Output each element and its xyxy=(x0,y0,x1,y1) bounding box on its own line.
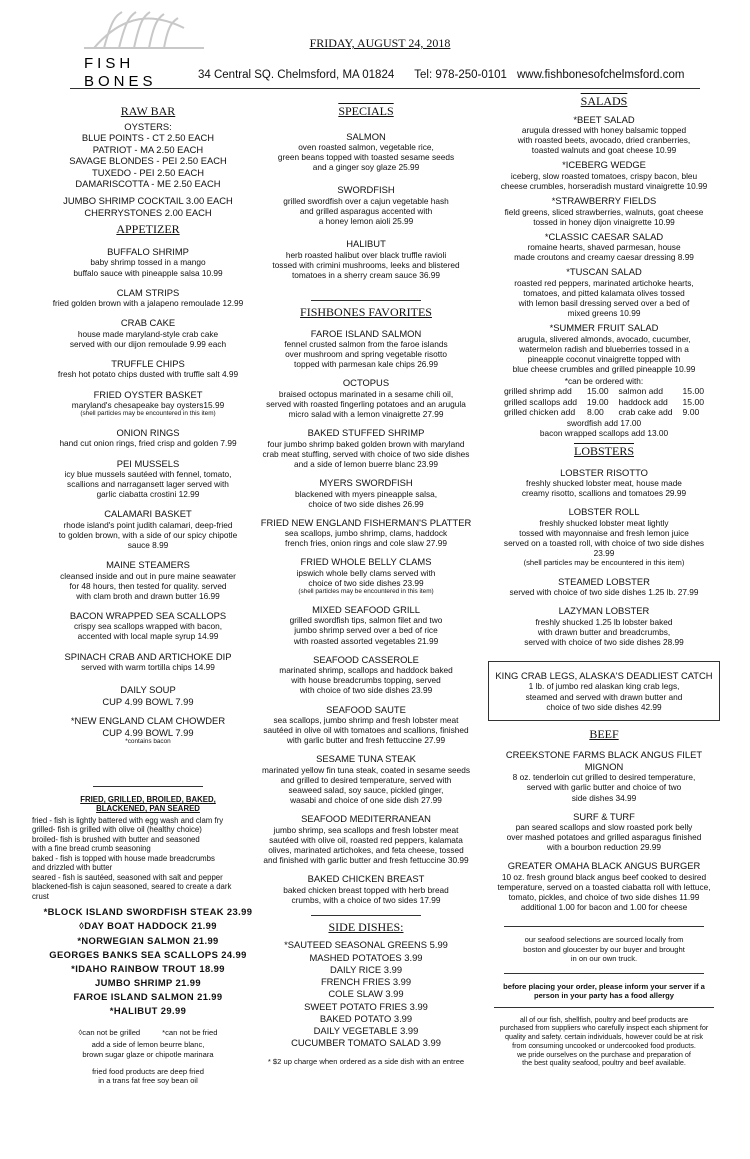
salad-item xyxy=(486,322,722,374)
appetizer-item-title: CLAM STRIPS xyxy=(116,286,180,298)
salad-item-description: romaine hearts, shaved parmesan, house made croutons and creamy caesar dressing 8.99 xyxy=(514,242,694,263)
oyster-item: BLUE POINTS - CT 2.50 EACH xyxy=(81,132,215,144)
cannot-grill-note: ◊can not be grilled xyxy=(78,1028,141,1038)
lobster-item xyxy=(486,506,722,567)
fish-item: *IDAHO RAINBOW TROUT 18.99 xyxy=(71,962,225,974)
menu-date: FRIDAY, AUGUST 24, 2018 xyxy=(309,36,451,50)
side-dishes-heading: SIDE DISHES: xyxy=(328,919,404,934)
favorite-item-title: MIXED SEAFOOD GRILL xyxy=(312,603,420,615)
favorite-item xyxy=(248,704,484,746)
king-crab-box xyxy=(488,661,720,721)
side-dish-item: DAILY RICE 3.99 xyxy=(329,963,403,975)
specials-list xyxy=(248,131,484,280)
lobsters-heading: LOBSTERS xyxy=(573,444,634,459)
beef-item-description: pan seared scallops and slow roasted pork belly over mashed potatoes and grilled asparagus finished with a bourbon reduction 29.99 xyxy=(506,822,702,853)
favorite-item-title: OCTOPUS xyxy=(342,377,390,389)
beef-item xyxy=(486,860,722,912)
favorite-item xyxy=(248,873,484,905)
lobster-item-description: served with choice of two side dishes 1.25 lb. 27.99 xyxy=(509,587,699,598)
favorite-item xyxy=(248,427,484,469)
appetizer-item xyxy=(32,389,264,418)
side-dish-item: COLE SLAW 3.99 xyxy=(328,988,404,1000)
beef-item-description: 8 oz. tenderloin cut grilled to desired temperature, served with garlic butter and choice of two side dishes 34.99 xyxy=(512,772,696,803)
special-item-description: grilled swordfish over a cajun vegetable hash and grilled asparagus accented with a honey lemon aioli 25.99 xyxy=(283,195,449,227)
lobster-item-note: (shell particles may be encountered in this item) xyxy=(523,558,685,568)
favorite-item xyxy=(248,517,484,549)
beef-item xyxy=(486,811,722,853)
favorites-heading: FISHBONES FAVORITES xyxy=(300,305,432,320)
chowder-title: *NEW ENGLAND CLAM CHOWDER xyxy=(70,715,226,727)
side-dish-item: BAKED POTATO 3.99 xyxy=(319,1012,413,1024)
fish-item: *BLOCK ISLAND SWORDFISH STEAK 23.99 xyxy=(43,906,253,918)
lobster-item-title: LOBSTER RISOTTO xyxy=(560,466,648,478)
favorites-list xyxy=(248,328,484,905)
address: 34 Central SQ. Chelmsford, MA 01824 xyxy=(198,69,395,81)
appetizer-item-title: BACON WRAPPED SEA SCALLOPS xyxy=(69,609,227,621)
lobster-item-title: STEAMED LOBSTER xyxy=(558,575,650,587)
side-dish-surcharge-note: * $2 up charge when ordered as a side dish with an entree xyxy=(267,1057,465,1067)
appetizer-item-description: fried golden brown with a jalapeno remoulade 12.99 xyxy=(52,298,244,309)
appetizer-item-description: icy blue mussels sautéed with fennel, tomato, scallions and narragansett lager served with garlic ciabatta crostini 12.99 xyxy=(64,468,232,500)
special-item-title: SALMON xyxy=(346,130,386,142)
favorite-item-title: SEAFOOD SAUTE xyxy=(326,703,406,715)
favorite-item-description: four jumbo shrimp baked golden brown with maryland crab meat stuffing, served with choice of two side dishes and a side of lemon buerre blanc 23.99 xyxy=(262,438,470,469)
divider xyxy=(494,1007,714,1008)
favorite-item-note: (shell particles may be encountered in this item) xyxy=(298,588,434,596)
lobster-item-description: freshly shucked lobster meat, house made creamy risotto, scallions and tomatoes 29.99 xyxy=(521,478,687,499)
left-column xyxy=(32,100,264,1085)
addon-name: grilled shrimp add xyxy=(503,386,572,397)
side-dish-item: CUCUMBER TOMATO SALAD 3.99 xyxy=(291,1037,441,1049)
appetizer-item xyxy=(32,458,264,500)
fishbones-logo xyxy=(64,8,214,88)
king-crab-description: 1 lb. of jumbo red alaskan king crab legs, steamed and served with drawn butter and choice of two side dishes 42.99 xyxy=(525,681,683,712)
lobster-item-title: LAZYMAN LOBSTER xyxy=(558,605,650,617)
fish-list xyxy=(32,905,264,1018)
right-column xyxy=(486,90,722,1068)
appetizer-item-title: CALAMARI BASKET xyxy=(104,508,192,520)
appetizer-item-description: fresh hot potato chips dusted with truffle salt 4.99 xyxy=(57,369,239,380)
appetizer-item xyxy=(32,358,264,380)
lobster-item-title: LOBSTER ROLL xyxy=(568,506,640,518)
addon-price: 15.00 xyxy=(682,396,705,407)
fish-item: ◊DAY BOAT HADDOCK 21.99 xyxy=(79,920,217,932)
allergy-note: before placing your order, please inform your server if a person in your party has a food allergy xyxy=(503,982,705,1001)
divider xyxy=(311,915,421,916)
favorite-item-description: grilled swordfish tips, salmon filet and two jumbo shrimp served over a bed of rice with roasted assorted vegetables 21.99 xyxy=(289,615,443,646)
favorite-item-description: blackened with myers pineapple salsa, choice of two side dishes 26.99 xyxy=(294,488,438,509)
appetizer-item xyxy=(32,317,264,349)
appetizer-item-description: cleansed inside and out in pure maine seawater for 48 hours, then tested for quality. served with clam broth and drawn butter 16.99 xyxy=(60,570,236,601)
preparation-method: seared - fish is sautéed, seasoned with salt and pepper xyxy=(32,872,223,882)
beef-item-description: 10 oz. fresh ground black angus beef cooked to desired temperature, served on a toasted ciabatta roll with lettuce, tomato, pickles, and choice of two side dishes 11.99 additional 1.00 for bacon and 1.00 for cheese xyxy=(497,871,711,913)
salad-item xyxy=(486,159,722,191)
lobster-item xyxy=(486,467,722,499)
salad-addons-table xyxy=(486,386,722,417)
favorite-item-description: marinated shrimp, scallops and haddock baked with house breadcrumbs topping, served with choice of two side dishes 23.99 xyxy=(279,665,453,696)
trans-fat-note: fried food products are deep fried in a trans fat free soy bean oil xyxy=(92,1066,204,1086)
divider xyxy=(311,300,421,301)
appetizer-item-description: hand cut onion rings, fried crisp and golden 7.99 xyxy=(59,438,237,449)
addon-price: 19.00 xyxy=(587,396,609,407)
addon-name: grilled chicken add xyxy=(503,407,576,418)
appetizer-item-title: FRIED OYSTER BASKET xyxy=(93,388,203,400)
bacon-scallops-add: bacon wrapped scallops add 13.00 xyxy=(539,427,669,438)
addon-price: 15.00 xyxy=(682,386,705,397)
favorite-item-title: FRIED NEW ENGLAND FISHERMAN'S PLATTER xyxy=(260,516,472,528)
special-item xyxy=(248,184,484,226)
header-divider xyxy=(70,88,700,89)
appetizer-item-description: rhode island's point judith calamari, deep-fried to golden brown, with a side of our spicy chipotle sauce 8.99 xyxy=(58,519,238,550)
salad-item xyxy=(486,231,722,263)
preparation-method: blackened-fish is cajun seasoned, seared to create a dark crust xyxy=(32,882,232,901)
oyster-item: DAMARISCOTTA - ME 2.50 EACH xyxy=(75,177,221,189)
favorite-item xyxy=(248,813,484,865)
svg-text:FISH: FISH xyxy=(84,55,135,72)
appetizer-item-title: MAINE STEAMERS xyxy=(106,559,190,571)
appetizer-item-title: CRAB CAKE xyxy=(120,317,176,329)
fish-item: GEORGES BANKS SEA SCALLOPS 24.99 xyxy=(49,948,247,960)
appetizer-item-title: BUFFALO SHRIMP xyxy=(107,246,189,257)
fish-item: *NORWEGIAN SALMON 21.99 xyxy=(77,934,219,946)
addon-name: grilled scallops add xyxy=(503,396,578,407)
special-item xyxy=(248,238,484,280)
addon-price: 8.00 xyxy=(587,407,604,418)
special-item-description: oven roasted salmon, vegetable rice, green beans topped with toasted sesame seeds and a ginger soy glaze 25.99 xyxy=(277,142,455,173)
favorite-item-title: BAKED CHICKEN BREAST xyxy=(307,873,425,885)
oyster-item: SAVAGE BLONDES - PEI 2.50 EACH xyxy=(69,155,227,167)
favorite-item xyxy=(248,328,484,370)
appetizer-item-description: crispy sea scallops wrapped with bacon, accented with local maple syrup 14.99 xyxy=(73,621,223,642)
cannot-fry-note: *can not be fried xyxy=(162,1028,218,1038)
favorite-item-title: SESAME TUNA STEAK xyxy=(316,753,416,765)
salad-item-description: field greens, sliced strawberries, walnuts, goat cheese tossed in honey dijon vinaigrette 10.99 xyxy=(504,206,704,227)
preparation-method: baked - fish is topped with house made breadcrumbs and drizzled with butter xyxy=(32,853,215,873)
daily-soup-title: DAILY SOUP xyxy=(120,684,176,696)
addon-price: 9.00 xyxy=(682,407,700,418)
appetizer-item xyxy=(32,559,264,601)
appetizer-list xyxy=(32,246,264,672)
appetizer-item-title: TRUFFLE CHIPS xyxy=(111,357,185,369)
side-dish-item: MASHED POTATOES 3.99 xyxy=(309,951,423,963)
appetizer-item xyxy=(32,651,264,673)
addon-name: salmon add xyxy=(618,386,663,397)
svg-text:BONES: BONES xyxy=(84,73,157,88)
phone: Tel: 978-250-0101 xyxy=(414,69,507,81)
daily-soup-price: CUP 4.99 BOWL 7.99 xyxy=(102,695,194,707)
side-dish-item: *SAUTEED SEASONAL GREENS 5.99 xyxy=(284,939,448,951)
favorite-item xyxy=(248,477,484,509)
king-crab-title: KING CRAB LEGS, ALASKA'S DEADLIEST CATCH xyxy=(495,669,713,681)
favorite-item-description: jumbo shrimp, sea scallops and fresh lobster meat sautéed with olive oil, roasted red peppers, kalamata olives, marinated artichokes, and feta cheese, tossed and finished with garlic butter and fresh fettuccine 30.99 xyxy=(263,824,469,865)
appetizer-item-description: house made maryland-style crab cake served with our dijon remoulade 9.99 each xyxy=(69,328,227,349)
side-dish-item: SWEET POTATO FRIES 3.99 xyxy=(304,1000,428,1012)
special-item-title: SWORDFISH xyxy=(337,184,395,196)
salad-item-title: *CLASSIC CAESAR SALAD xyxy=(544,230,664,242)
salad-item-description: roasted red peppers, marinated artichoke hearts, tomatoes, and pitted kalamata olives tossed with lemon basil dressing served over a bed of mixed greens 10.99 xyxy=(514,277,694,319)
beef-heading: BEEF xyxy=(589,726,619,741)
header-contact xyxy=(198,68,684,82)
appetizer-item xyxy=(32,427,264,449)
salad-item-title: *BEET SALAD xyxy=(573,113,635,125)
lobster-item xyxy=(486,576,722,598)
favorite-item xyxy=(248,604,484,646)
special-item xyxy=(248,131,484,173)
divider xyxy=(93,786,203,787)
special-item-title: HALIBUT xyxy=(346,238,386,250)
salad-item-description: iceberg, slow roasted tomatoes, crispy bacon, bleu cheese crumbles, horseradish mustard vinaigrette 10.99 xyxy=(500,170,708,191)
salad-item xyxy=(486,195,722,227)
favorite-item xyxy=(248,753,484,805)
salad-item-title: *ICEBERG WEDGE xyxy=(562,159,646,171)
preparation-method: grilled- fish is grilled with olive oil (healthy choice) xyxy=(32,825,202,835)
divider xyxy=(504,973,704,974)
favorite-item xyxy=(248,654,484,696)
raw-bar-item: JUMBO SHRIMP COCKTAIL 3.00 EACH xyxy=(63,195,233,207)
lobsters-list xyxy=(486,467,722,647)
side-dish-item: FRENCH FRIES 3.99 xyxy=(320,976,412,988)
appetizer-item xyxy=(32,287,264,309)
special-item-description: herb roasted halibut over black truffle ravioli tossed with crimini mushrooms, leeks and blistered tomatoes in a sherry cream sauce 36.99 xyxy=(272,249,460,280)
favorite-item xyxy=(248,377,484,419)
favorite-item-description: baked chicken breast topped with herb bread crumbs, with a choice of two sides 17.99 xyxy=(283,884,449,905)
addon-name: crab cake add xyxy=(618,407,673,418)
raw-bar-heading: RAW BAR xyxy=(120,104,176,118)
appetizer-item-title: PEI MUSSELS xyxy=(116,457,180,469)
salad-item-description: arugula, slivered almonds, avocado, cucumber, watermelon radish and blueberries tossed in a pineapple coconut vinaigrette topped with blue cheese crumbles and grilled pineapple 10.99 xyxy=(512,333,696,375)
middle-column xyxy=(248,100,484,1067)
oysters-label: OYSTERS: xyxy=(124,120,172,132)
favorite-item xyxy=(248,556,484,596)
beef-item-title: CREEKSTONE FARMS BLACK ANGUS FILET MIGNON xyxy=(505,749,703,772)
food-safety-disclaimer: all of our fish, shellfish, poultry and beef products are purchased from suppliers who carefully inspect each shipment for quality and safety. certain individuals, however could be at risk from consuming uncooked or undercooked food products. we pride ourselves on the purchase and preparation of the best quality seafood, poultry and beef available. xyxy=(499,1014,709,1068)
swordfish-add: swordfish add 17.00 xyxy=(566,417,642,428)
salad-item-title: *STRAWBERRY FIELDS xyxy=(551,195,657,207)
appetizer-item xyxy=(32,246,264,278)
favorite-item-description: fennel crusted salmon from the faroe islands over mushroom and spring vegetable risotto topped with parmesan kale chips 26.99 xyxy=(284,339,448,370)
fish-item: *HALIBUT 29.99 xyxy=(109,1005,187,1017)
local-sourcing-note: our seafood selections are sourced locally from boston and gloucester by our buyer and brought in on our own truck. xyxy=(523,935,685,963)
salad-item xyxy=(486,114,722,156)
specials-heading: SPECIALS xyxy=(338,104,394,118)
raw-bar-item: CHERRYSTONES 2.00 EACH xyxy=(84,206,212,218)
raw-bar-extras xyxy=(32,195,264,218)
preparation-heading: FRIED, GRILLED, BROILED, BAKED, BLACKENED, PAN SEARED xyxy=(80,794,216,814)
appetizer-item-description: baby shrimp tossed in a mango buffalo sauce with pineapple salsa 10.99 xyxy=(73,257,223,278)
lobster-item-description: freshly shucked lobster meat lightly tossed with mayonnaise and fresh lemon juice served on a toasted roll, with choice of two side dishes 23.99 xyxy=(503,517,705,559)
salads-heading: SALADS xyxy=(580,94,628,108)
appetizer-item-title: ONION RINGS xyxy=(116,426,180,438)
beef-item xyxy=(486,749,722,802)
sauce-addons: add a side of lemon beurre blanc, brown sugar glaze or chipotle marinara xyxy=(82,1040,214,1059)
salad-item xyxy=(486,266,722,318)
favorite-item-description: sea scallops, jumbo shrimp and fresh lobster meat sautéed in olive oil with tomatoes and scallions, finished with garlic butter and fresh fettuccine 27.99 xyxy=(263,714,469,746)
favorite-item-description: marinated yellow fin tuna steak, coated in sesame seeds and grilled to desired temperature, served with seaweed salad, soy sauce, pickled ginger, wasabi and choice of one side dish 27.99 xyxy=(262,764,470,806)
addon-name: haddock add xyxy=(618,396,668,407)
preparation-method: fried - fish is lightly battered with egg wash and clam fry xyxy=(32,815,224,825)
salad-item-title: *SUMMER FRUIT SALAD xyxy=(549,322,659,334)
preparation-guide xyxy=(32,795,264,902)
appetizer-item-note: (shell particles may be encountered in this item) xyxy=(80,410,216,418)
preparation-method: broiled- fish is brushed with butter and seasoned with a fine bread crumb seasoning xyxy=(32,834,200,854)
appetizer-item xyxy=(32,610,264,642)
divider xyxy=(504,926,704,927)
salad-item-title: *TUSCAN SALAD xyxy=(566,266,642,278)
favorite-item-title: SEAFOOD CASSEROLE xyxy=(313,653,419,665)
oyster-list xyxy=(32,132,264,189)
fish-item: JUMBO SHRIMP 21.99 xyxy=(94,976,202,988)
side-dish-item: DAILY VEGETABLE 3.99 xyxy=(313,1024,419,1036)
favorite-item-title: MYERS SWORDFISH xyxy=(319,477,413,489)
fish-item: FAROE ISLAND SALMON 21.99 xyxy=(73,991,223,1002)
oyster-item: PATRIOT - MA 2.50 EACH xyxy=(92,143,204,155)
favorite-item-description: sea scallops, jumbo shrimp, clams, haddock french fries, onion rings and cole slaw 27.99 xyxy=(284,528,448,549)
appetizer-heading: APPETIZER xyxy=(116,222,180,237)
appetizer-item-description: maryland's chesapeake bay oysters15.99 xyxy=(71,400,225,410)
favorite-item-title: FAROE ISLAND SALMON xyxy=(310,327,422,339)
beef-list xyxy=(486,749,722,912)
salads-list xyxy=(486,114,722,375)
lobster-item-description: freshly shucked 1.25 lb lobster baked with drawn butter and breadcrumbs, served with choice of two side dishes 28.99 xyxy=(524,616,684,647)
lobster-item xyxy=(486,605,722,647)
side-dishes-list xyxy=(248,939,484,1049)
website-link[interactable]: www.fishbonesofchelmsford.com xyxy=(516,69,685,81)
favorite-item-title: SEAFOOD MEDITERRANEAN xyxy=(301,813,431,825)
favorite-item-description: ipswich whole belly clams served with choice of two side dishes 23.99 xyxy=(296,567,436,588)
beef-item-title: GREATER OMAHA BLACK ANGUS BURGER xyxy=(507,860,701,872)
appetizer-item-description: served with warm tortilla chips 14.99 xyxy=(81,662,215,673)
salad-item-description: arugula dressed with honey balsamic topped with roasted beets, avocado, dried cranberries, toasted walnuts and goat cheese 10.99 xyxy=(517,125,691,156)
cooking-notes xyxy=(32,1028,264,1037)
favorite-item-title: FRIED WHOLE BELLY CLAMS xyxy=(300,556,432,568)
appetizer-item xyxy=(32,508,264,550)
favorite-item-title: BAKED STUFFED SHRIMP xyxy=(307,427,425,439)
addon-price: 15.00 xyxy=(587,386,609,397)
appetizer-item-title: SPINACH CRAB AND ARTICHOKE DIP xyxy=(64,650,232,662)
chowder-note: *contains bacon xyxy=(125,738,171,746)
favorite-item-description: braised octopus marinated in a sesame chili oil, served with roasted fingerling potatoes and an arugula micro salad with a lemon vinaigrette 27.99 xyxy=(266,388,466,420)
chowder-price: CUP 4.99 BOWL 7.99 xyxy=(102,726,194,738)
oyster-item: TUXEDO - PEI 2.50 EACH xyxy=(91,166,204,178)
preparation-list xyxy=(32,816,264,902)
beef-item-title: SURF & TURF xyxy=(573,810,635,822)
salad-addons-label: *can be ordered with: xyxy=(564,376,644,387)
